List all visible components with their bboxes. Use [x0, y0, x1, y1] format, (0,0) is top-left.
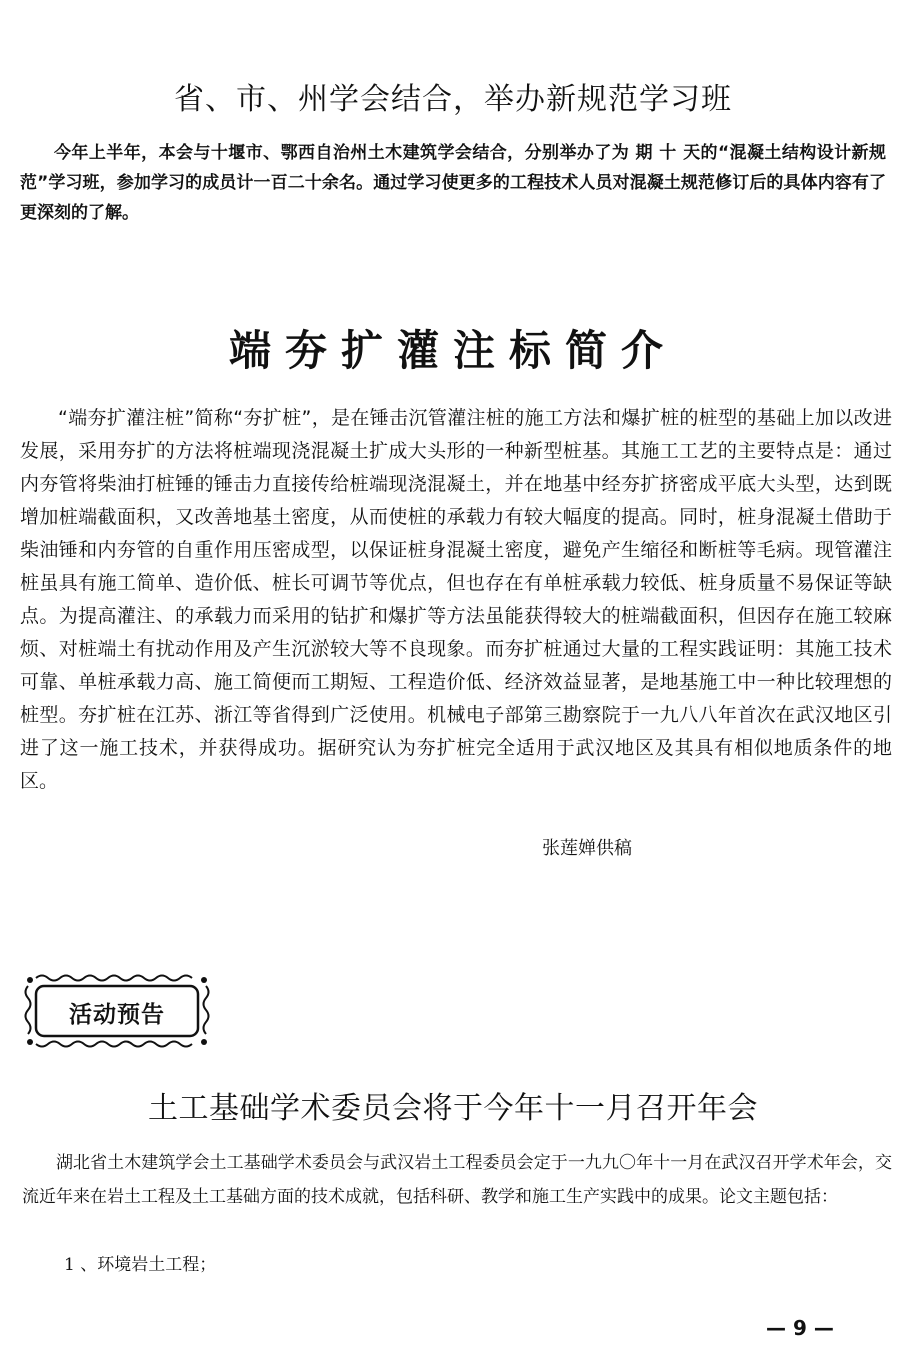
article-3-list-item: 1 、环境岩土工程； [64, 1255, 217, 1275]
article-2-title: 端夯扩灌注标简介 [228, 326, 677, 375]
article-3-title: 土工基础学术委员会将于今年十一月召开年会 [148, 1091, 758, 1126]
section-badge [22, 972, 212, 1050]
article-1-title: 省、市、州学会结合，举办新规范学习班 [174, 82, 732, 117]
article-1-body: 今年上半年，本会与十堰市、鄂西自治州土木建筑学会结合，分别举办了为 期 十 天的“混凝土结构设计新规范”学习班，参加学习的成员计一百二十余名。通过学习使更多的工程技术人员对混凝土规范修订后的具体内容有了更深刻的了解。 [20, 143, 886, 223]
article-2-body: “端夯扩灌注桩”简称“夯扩桩”，是在锤击沉管灌注桩的施工方法和爆扩桩的桩型的基础上加以改进发展，采用夯扩的方法将桩端现浇混凝土扩成大头形的一种新型桩基。其施工工艺的主要特点是：通过内夯管将柴油打桩锤的锤击力直接传给桩端现浇混凝土，并在地基中经夯扩挤密成平底大头型，达到既增加桩端截面积，又改善地基土密度，从而使桩的承载力有较大幅度的提高。同时，桩身混凝土借助于柴油锤和内夯管的自重作用压密成型，以保证桩身混凝土密度，避免产生缩径和断桩等毛病。现管灌注桩虽具有施工简单、造价低、桩长可调节等优点，但也存在有单桩承载力较低、桩身质量不易保证等缺点。为提高灌注、的承载力而采用的钻扩和爆扩等方法虽能获得较大的桩端截面积，但因存在施工较麻烦、对桩端土有扰动作用及产生沉淤较大等不良现象。而夯扩桩通过大量的工程实践证明：其施工技术可靠、单桩承载力高、施工简便而工期短、工程造价低、经济效益显著，是地基施工中一种比较理想的桩型。夯扩桩在江苏、浙江等省得到广泛使用。机械电子部第三勘察院于一九八八年首次在武汉地区引进了这一施工技术，并获得成功。据研究认为夯扩桩完全适用于武汉地区及其具有相似地质条件的地区。 [20, 407, 892, 792]
article-3-body: 湖北省土木建筑学会土工基础学术委员会与武汉岩土工程委员会定于一九九〇年十一月在武汉召开学术年会，交流近年来在岩土工程及土工基础方面的技术成就，包括科研、教学和施工生产实践中的成果。论文主题包括： [22, 1153, 892, 1207]
badge-label: 活动预告 [69, 1002, 165, 1028]
article-2-byline: 张莲婵供稿 [542, 838, 632, 859]
page-number: — 9 — [766, 1316, 834, 1340]
